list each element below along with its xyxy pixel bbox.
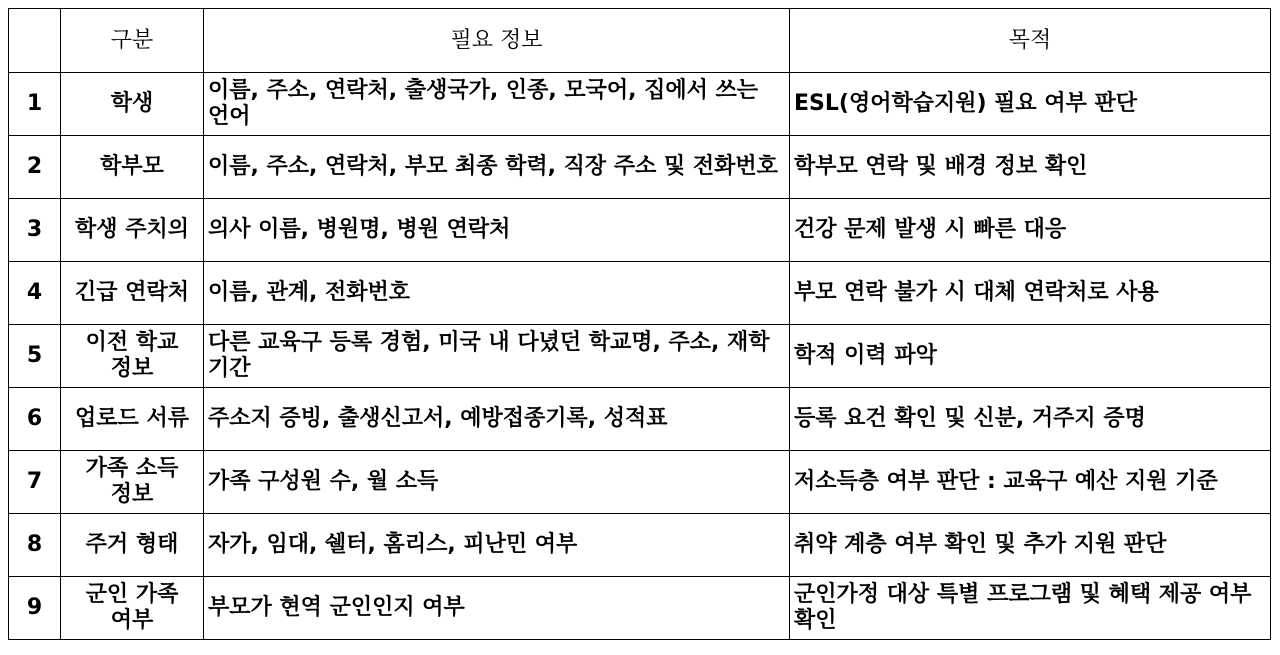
table-row [9,577,1271,640]
row-purpose: 저소득층 여부 판단 : 교육구 예산 지원 기준 [790,451,1271,514]
row-purpose: 학적 이력 파악 [790,325,1271,388]
table-row [9,136,1271,199]
row-number: 9 [9,577,61,640]
header-required-info: 필요 정보 [204,9,790,73]
row-required-info: 의사 이름, 병원명, 병원 연락처 [204,199,790,262]
row-category: 가족 소득 정보 [61,451,204,514]
table-row [9,325,1271,388]
header-category: 구분 [61,9,204,73]
row-required-info: 이름, 주소, 연락처, 출생국가, 인종, 모국어, 집에서 쓰는 언어 [204,73,790,136]
row-number: 4 [9,262,61,325]
row-number: 6 [9,388,61,451]
data-table [8,8,1271,640]
row-number: 5 [9,325,61,388]
row-purpose: 취약 계층 여부 확인 및 추가 지원 판단 [790,514,1271,577]
row-number: 7 [9,451,61,514]
row-purpose: 등록 요건 확인 및 신분, 거주지 증명 [790,388,1271,451]
row-category: 업로드 서류 [61,388,204,451]
row-number: 2 [9,136,61,199]
row-required-info: 이름, 주소, 연락처, 부모 최종 학력, 직장 주소 및 전화번호 [204,136,790,199]
row-category: 군인 가족 여부 [61,577,204,640]
row-category: 긴급 연락처 [61,262,204,325]
row-required-info: 이름, 관계, 전화번호 [204,262,790,325]
row-purpose: ESL(영어학습지원) 필요 여부 판단 [790,73,1271,136]
row-category: 주거 형태 [61,514,204,577]
row-category: 이전 학교 정보 [61,325,204,388]
header-purpose: 목적 [790,9,1271,73]
row-category: 학생 [61,73,204,136]
row-number: 8 [9,514,61,577]
header-number [9,9,61,73]
row-number: 3 [9,199,61,262]
table-row [9,451,1271,514]
table-row [9,514,1271,577]
row-number: 1 [9,73,61,136]
row-required-info: 다른 교육구 등록 경험, 미국 내 다녔던 학교명, 주소, 재학 기간 [204,325,790,388]
row-required-info: 가족 구성원 수, 월 소득 [204,451,790,514]
row-required-info: 주소지 증빙, 출생신고서, 예방접종기록, 성적표 [204,388,790,451]
row-required-info: 부모가 현역 군인인지 여부 [204,577,790,640]
table-row [9,388,1271,451]
row-required-info: 자가, 임대, 쉘터, 홈리스, 피난민 여부 [204,514,790,577]
row-purpose: 군인가정 대상 특별 프로그램 및 혜택 제공 여부 확인 [790,577,1271,640]
row-purpose: 건강 문제 발생 시 빠른 대응 [790,199,1271,262]
row-category: 학부모 [61,136,204,199]
header-row [9,9,1271,73]
table-row [9,73,1271,136]
row-purpose: 학부모 연락 및 배경 정보 확인 [790,136,1271,199]
row-category: 학생 주치의 [61,199,204,262]
table-row [9,262,1271,325]
table-row [9,199,1271,262]
row-purpose: 부모 연락 불가 시 대체 연락처로 사용 [790,262,1271,325]
